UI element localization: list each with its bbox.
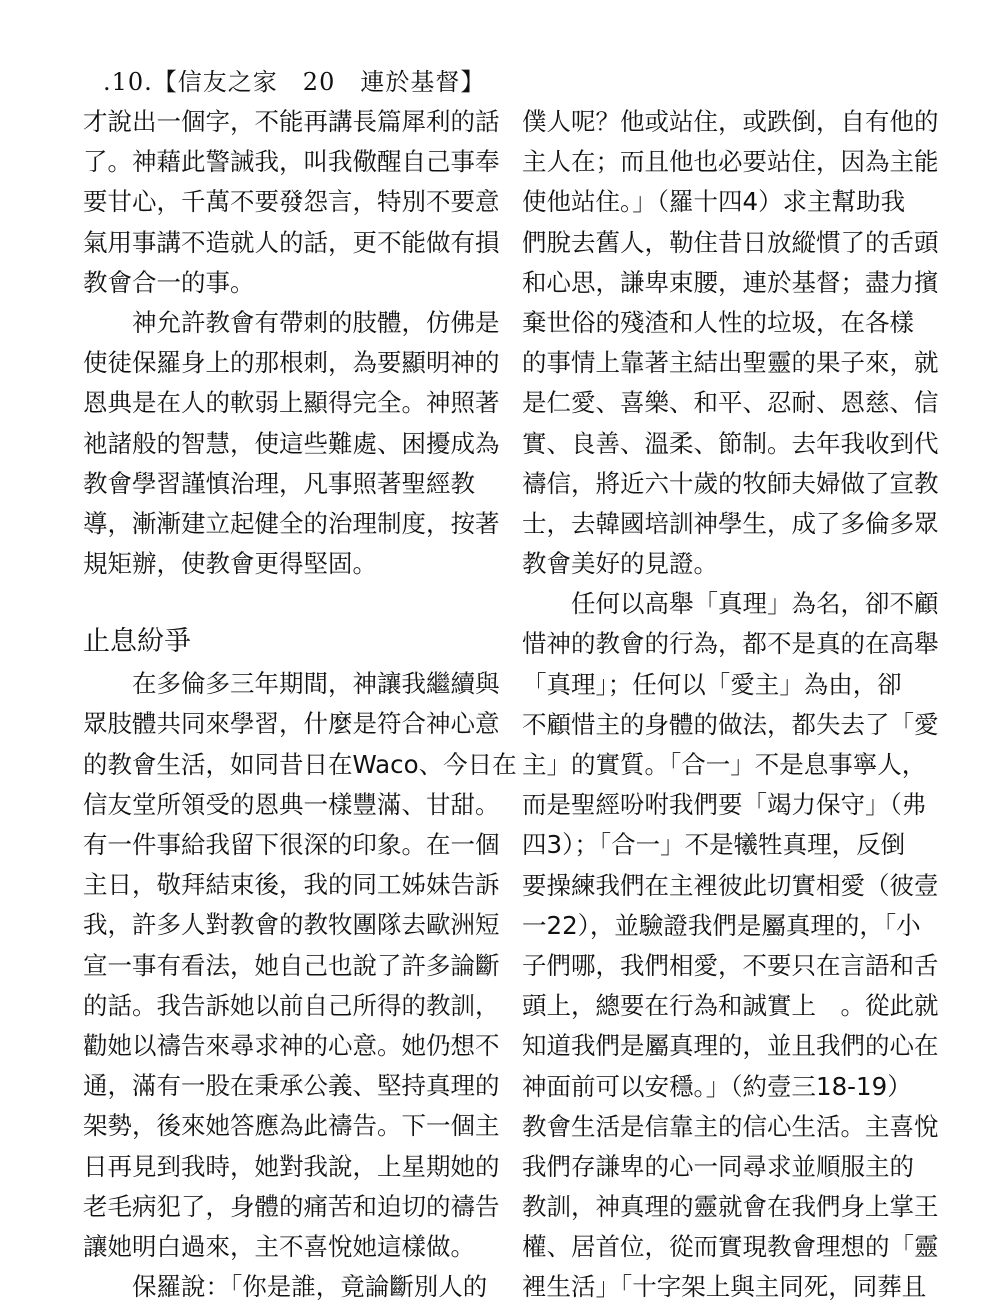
text-line: 勸她以禱告來尋求神的心意。她仍想不 — [83, 1030, 500, 1060]
text-line: 才說出一個字，不能再講長篇犀利的話 — [83, 107, 500, 136]
text-line: 氣用事講不造就人的話，更不能做有損 — [83, 227, 500, 257]
text-line: 通，滿有一股在秉承公義、堅持真理的 — [83, 1071, 500, 1101]
text-line: 有一件事給我留下很深的印象。在一個 — [83, 830, 500, 859]
text-line: 禱信，將近六十歲的牧師夫婦做了宣教 — [522, 468, 939, 498]
text-line: 保羅說：「你是誰，竟論斷別人的 — [132, 1272, 488, 1302]
page-number: .10. — [103, 68, 153, 96]
text-line: 頭上，總要在行為和誠實上 。從此就 — [522, 991, 939, 1021]
text-line: 導，漸漸建立起健全的治理制度，按著 — [83, 508, 500, 538]
text-line: 主日，敬拜結束後，我的同工姊妹告訴 — [83, 870, 500, 900]
left-column — [83, 102, 517, 1307]
text-line: 教會學習謹慎治理，凡事照著聖經教 — [83, 468, 475, 498]
text-line: 主」的實質。「合一」不是息事寧人， — [522, 750, 927, 779]
text-line: 眾肢體共同來學習，什麼是符合神心意 — [83, 709, 500, 739]
paragraph — [83, 102, 500, 303]
text-line: 教訓，神真理的靈就會在我們身上掌王 — [522, 1192, 939, 1222]
text-line: 的話。我告訴她以前自己所得的教訓， — [83, 990, 500, 1020]
text-line: 在多倫多三年期間，神讓我繼續與 — [132, 669, 500, 699]
text-line: 和心思，謙卑束腰，連於基督；盡力擯 — [522, 267, 939, 297]
text-line: 宣一事有看法，她自己也說了許多論斷 — [83, 950, 500, 980]
paragraph — [83, 1267, 488, 1307]
text-line: 主人在；而且他也必要站住，因為主能 — [522, 147, 939, 177]
paragraph — [83, 664, 517, 1267]
text-line: 了。神藉此警誡我，叫我儆醒自己事奉 — [83, 147, 500, 177]
text-line: 實、良善、溫柔、節制。去年我收到代 — [522, 428, 939, 458]
right-column — [522, 102, 939, 1308]
text-line: 的事情上靠著主結出聖靈的果子來，就 — [522, 348, 939, 378]
paragraph — [522, 584, 939, 1307]
text-line: 子們哪，我們相愛，不要只在言語和舌 — [522, 950, 939, 980]
text-line: 神面前可以安穩。」（約壹三18-19） — [522, 1071, 912, 1101]
text-line: 惜神的教會的行為，都不是真的在高舉 — [522, 629, 939, 659]
text-line: 要甘心，千萬不要發怨言，特別不要意 — [83, 187, 500, 217]
text-line: 而是聖經吩咐我們要「竭力保守」（弗 — [522, 790, 927, 820]
text-line: 教會美好的見證。 — [522, 549, 718, 579]
section-gap — [83, 584, 473, 618]
text-line: 僕人呢？他或站住，或跌倒，自有他的 — [522, 107, 939, 136]
text-line: 知道我們是屬真理的，並且我們的心在 — [522, 1031, 939, 1061]
text-line: 信友堂所領受的恩典一樣豐滿、甘甜。 — [83, 789, 500, 819]
text-line: 一22），並驗證我們是屬真理的，「小 — [522, 910, 921, 940]
text-line: 士，去韓國培訓神學生，成了多倫多眾 — [522, 508, 939, 538]
text-line: 規矩辦，使教會更得堅固。 — [83, 549, 377, 579]
text-line: 的教會生活，如同昔日在Waco、今日在 — [83, 749, 517, 779]
text-line: 們脫去舊人，勒住昔日放縱慣了的舌頭 — [522, 227, 939, 257]
text-line: 神允許教會有帶刺的肢體，仿佛是 — [132, 307, 500, 337]
text-line: 棄世俗的殘渣和人性的垃圾，在各樣 — [522, 307, 914, 337]
text-line: 日再見到我時，她對我說，上星期她的 — [83, 1151, 500, 1181]
paragraph — [83, 303, 500, 584]
text-line: 不顧惜主的身體的做法，都失去了「愛 — [522, 709, 939, 739]
text-line: 恩典是在人的軟弱上顯得完全。神照著 — [83, 388, 500, 418]
text-line: 要操練我們在主裡彼此切實相愛（彼壹 — [522, 870, 939, 900]
section-heading: 止息紛爭 — [83, 626, 191, 658]
text-line: 老毛病犯了，身體的痛苦和迫切的禱告 — [83, 1191, 500, 1221]
text-line: 裡生活」「十字架上與主同死，同葬且 — [522, 1272, 927, 1302]
running-title: 【信友之家 20 連於基督】 — [152, 68, 486, 96]
text-line: 任何以高舉「真理」為名，卻不顧 — [571, 589, 939, 619]
text-line: 我，許多人對教會的教牧團隊去歐洲短 — [83, 910, 500, 940]
text-line: 祂諸般的智慧，使這些難處、困擾成為 — [83, 428, 500, 458]
page-header — [103, 62, 485, 97]
text-line: 教會生活是信靠主的信心生活。主喜悅 — [522, 1111, 939, 1141]
text-line: 使徒保羅身上的那根刺，為要顯明神的 — [83, 348, 500, 378]
text-line: 架勢，後來她答應為此禱告。下一個主 — [83, 1111, 500, 1141]
text-line: 我們存謙卑的心一同尋求並順服主的 — [522, 1151, 914, 1181]
text-line: 讓她明白過來，主不喜悅她這樣做。 — [83, 1231, 475, 1261]
text-line: 教會合一的事。 — [83, 267, 255, 297]
paragraph — [522, 102, 939, 584]
text-line: 四3）；「合一」不是犧牲真理，反倒 — [522, 830, 906, 860]
text-line: 「真理」；任何以「愛主」為由，卻 — [522, 669, 902, 699]
text-line: 權、居首位，從而實現教會理想的「靈 — [522, 1232, 939, 1262]
text-line: 使他站住。」（羅十四4）求主幫助我 — [522, 187, 906, 217]
text-line: 是仁愛、喜樂、和平、忍耐、恩慈、信 — [522, 388, 939, 418]
